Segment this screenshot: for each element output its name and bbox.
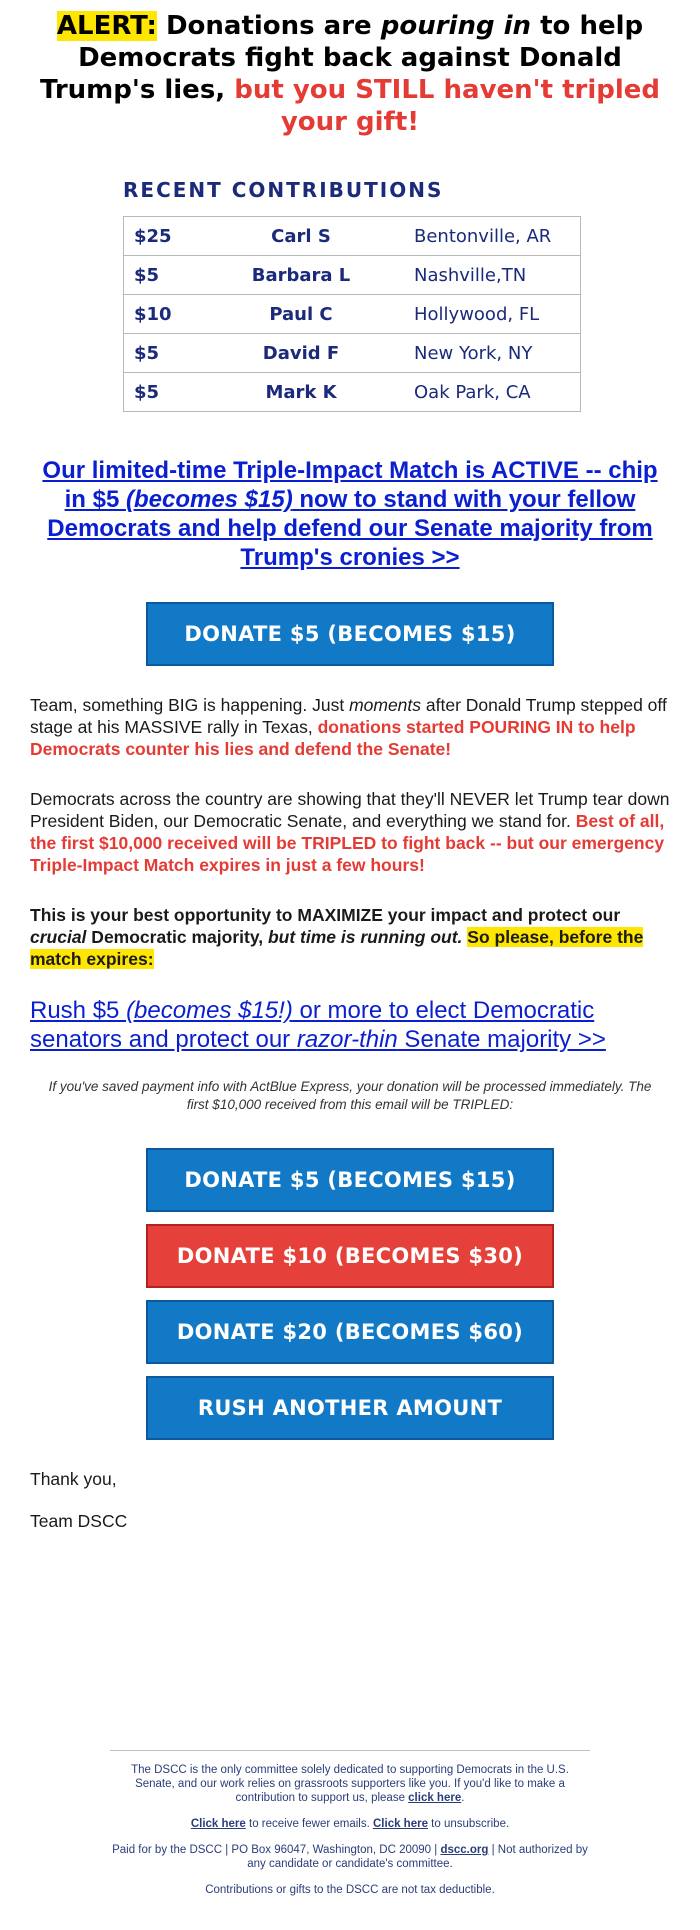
fewer-emails-link[interactable]: Click here [190,1818,246,1830]
footer-about-text: The DSCC is the only committee solely dedicated to supporting Democrats in the U.S. Senate, and our work relies on grassroots supporters like you. If you'd like to make a contribution to support us, please [131,1764,569,1804]
donate-button-stack [0,1148,700,1440]
contribution-name: Paul C [216,295,386,334]
rush-link[interactable] [30,996,670,1054]
contribution-location: New York, NY [386,334,581,373]
headline [30,10,670,138]
contribution-name: Mark K [216,373,386,412]
contribute-link[interactable]: click here [408,1792,462,1804]
email-body [0,10,700,1896]
contribution-row [124,373,581,412]
match-link-italic[interactable]: (becomes $15) [125,486,293,513]
actblue-note: If you've saved payment info with ActBlue Express, your donation will be processed immediately. The first $10,000 received from this email will be TRIPLED: [48,1079,652,1112]
para3-highlight: So please, before the match expires: [30,927,644,969]
paragraph-3 [30,904,670,970]
contribution-row [124,334,581,373]
para3-italic-time: but time is running out. [267,927,463,947]
contribution-amount: $5 [124,256,217,295]
footer-paid-for [110,1843,590,1871]
para1-red: donations started POURING IN to help Democrats counter his lies and defend the Senate! [30,717,636,759]
dscc-site-link[interactable]: dscc.org [440,1844,489,1856]
paid-for-text: Paid for by the DSCC | PO Box 96047, Washington, DC 20090 | [112,1844,441,1856]
match-link[interactable] [30,456,670,572]
headline-italic: pouring in [380,11,532,41]
headline-part1: Donations are [156,11,381,41]
contribution-amount: $5 [124,373,217,412]
contribution-location: Bentonville, AR [386,217,581,256]
contribution-name: Carl S [216,217,386,256]
headline-part2: to help Democrats fight back against Donald Trump's lies, [39,11,644,105]
para2-red: Best of all, the first $10,000 received will be TRIPLED to fight back -- but our emergency Triple-Impact Match expires in just a few hours! [30,811,665,875]
footer-tax: Contributions or gifts to the DSCC are not tax deductible. [205,1884,495,1896]
unsubscribe-text: to unsubscribe. [427,1818,510,1830]
paid-for-end: | Not authorized by any candidate or candidate's committee. [247,1844,588,1870]
unsubscribe-link[interactable]: Click here [373,1818,428,1830]
contribution-name: David F [216,334,386,373]
match-link-part1[interactable]: Our limited-time Triple-Impact Match is ACTIVE -- chip in $5 [42,457,658,513]
contribution-amount: $10 [124,295,217,334]
para3-text-b: Democratic majority, [86,927,268,947]
contributions-table [123,216,581,412]
para2-text-a: Democrats across the country are showing that they'll NEVER let Trump tear down President Biden, our Democratic Senate, and everything we stand for. [30,789,670,831]
para1-text-a: Team, something BIG is happening. Just [30,695,350,715]
contribution-location: Nashville,TN [386,256,581,295]
fewer-emails-text: to receive fewer emails. [245,1818,373,1830]
footer-about [110,1763,590,1805]
rush-link-italic1[interactable]: (becomes $15!) [126,997,293,1024]
team-dscc: Team DSCC [30,1511,128,1531]
alert-label: ALERT: [56,11,157,41]
signoff [30,1468,670,1532]
contribution-row [124,217,581,256]
match-link-part2[interactable]: now to stand with your fellow Democrats and help defend our Senate majority from Trump's cronies >> [47,486,653,571]
donate-5-button-top[interactable]: DONATE $5 (BECOMES $15) [146,602,554,666]
contribution-location: Oak Park, CA [386,373,581,412]
rush-link-italic2[interactable]: razor-thin [296,1026,398,1053]
para1-italic: moments [349,695,422,715]
donate-10-button[interactable]: DONATE $10 (BECOMES $30) [146,1224,554,1288]
contribution-location: Hollywood, FL [386,295,581,334]
paragraph-2 [30,788,670,876]
rush-link-a[interactable]: Rush $5 [30,997,127,1024]
contribution-row [124,256,581,295]
para3-italic-crucial: crucial [30,927,87,947]
rush-link-b[interactable]: or more to elect Democratic senators and protect our [30,997,595,1053]
footer-email-prefs [110,1817,590,1831]
contribution-row [124,295,581,334]
headline-red: but you STILL haven't tripled your gift! [234,75,661,137]
rush-link-c[interactable]: Senate majority >> [397,1026,606,1053]
thank-you: Thank you, [30,1469,117,1489]
para3-text-a: This is your best opportunity to MAXIMIZE your impact and protect our [30,905,621,925]
footer [110,1750,590,1909]
para1-text-b: after Donald Trump stepped off stage at his MASSIVE rally in Texas, [30,695,667,737]
paragraph-1 [30,694,670,760]
contribution-amount: $5 [124,334,217,373]
donate-20-button[interactable]: DONATE $20 (BECOMES $60) [146,1300,554,1364]
donate-5-button[interactable]: DONATE $5 (BECOMES $15) [146,1148,554,1212]
contribution-amount: $25 [124,217,217,256]
contribution-name: Barbara L [216,256,386,295]
footer-about-end: . [461,1792,465,1804]
recent-contributions-title: RECENT CONTRIBUTIONS [123,178,444,202]
rush-another-amount-button[interactable]: RUSH ANOTHER AMOUNT [146,1376,554,1440]
